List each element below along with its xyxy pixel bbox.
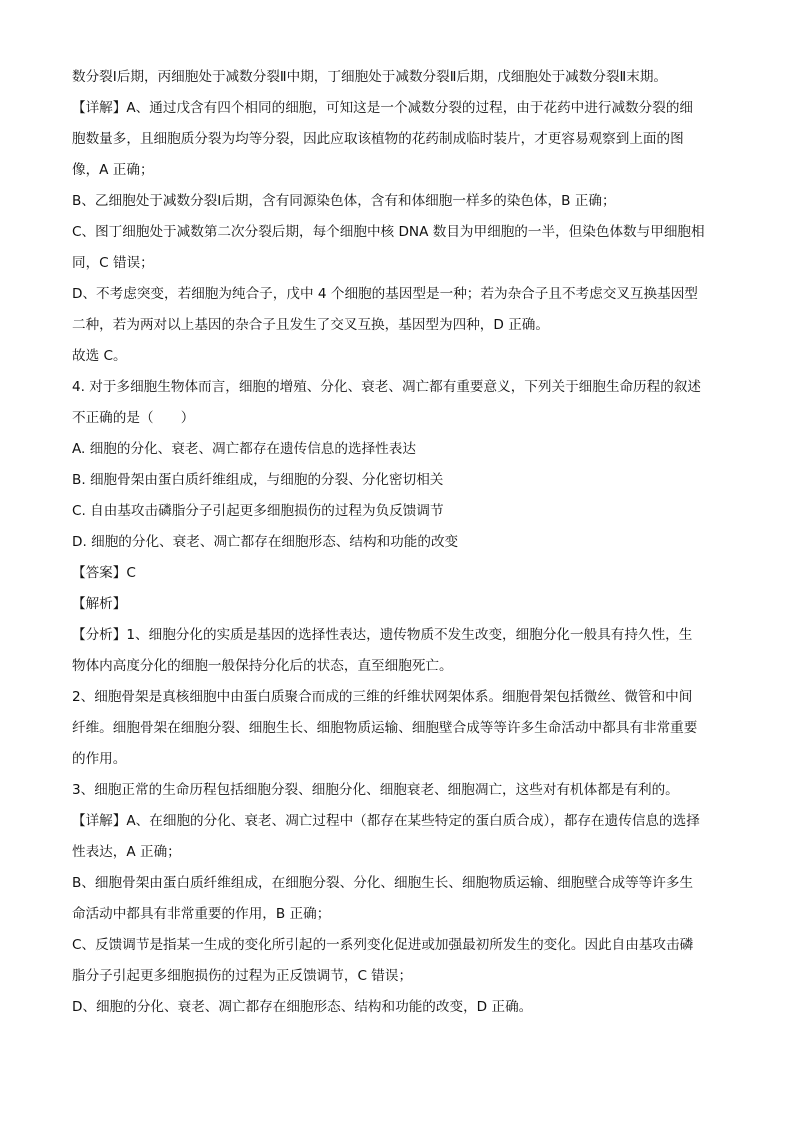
text-line: 故选 C。 bbox=[72, 348, 127, 364]
question-stem: 不正确的是（ ） bbox=[72, 410, 195, 426]
option-b: B. 细胞骨架由蛋白质纤维组成，与细胞的分裂、分化密切相关 bbox=[72, 472, 444, 488]
answer-label: 【答案】C bbox=[72, 565, 136, 581]
text-line: 命活动中都具有非常重要的作用，B 正确； bbox=[72, 906, 331, 922]
text-line: 数分裂Ⅰ后期，丙细胞处于减数分裂Ⅱ中期，丁细胞处于减数分裂Ⅱ后期，戊细胞处于减数分裂Ⅱ末期。 bbox=[72, 69, 668, 85]
text-line: 脂分子引起更多细胞损伤的过程为正反馈调节，C 错误； bbox=[72, 968, 413, 984]
text-line: 胞数量多，且细胞质分裂为均等分裂，因此应取该植物的花药制成临时装片，才更容易观察到上面的图 bbox=[72, 131, 684, 147]
option-a: A. 细胞的分化、衰老、凋亡都存在遗传信息的选择性表达 bbox=[72, 441, 416, 457]
text-line: 【详解】A、在细胞的分化、衰老、凋亡过程中（都存在某些特定的蛋白质合成），都存在遗传信息的选择 bbox=[72, 813, 700, 829]
text-line: D、不考虑突变，若细胞为纯合子，戊中 4 个细胞的基因型是一种；若为杂合子且不考虑交叉互换基因型 bbox=[72, 286, 698, 302]
text-line: 3、细胞正常的生命历程包括细胞分裂、细胞分化、细胞衰老、细胞凋亡，这些对有机体都是有利的。 bbox=[72, 782, 679, 798]
text-line: 物体内高度分化的细胞一般保持分化后的状态，直至细胞死亡。 bbox=[72, 658, 453, 674]
option-c: C. 自由基攻击磷脂分子引起更多细胞损伤的过程为负反馈调节 bbox=[72, 503, 444, 519]
text-line: 像，A 正确； bbox=[72, 162, 154, 178]
text-line: 纤维。细胞骨架在细胞分裂、细胞生长、细胞物质运输、细胞壁合成等等许多生命活动中都具有非常重要 bbox=[72, 720, 698, 736]
text-line: C、图丁细胞处于减数第二次分裂后期，每个细胞中核 DNA 数目为甲细胞的一半，但染色体数与甲细胞相 bbox=[72, 224, 705, 240]
text-line: 的作用。 bbox=[72, 751, 127, 767]
text-line: D、细胞的分化、衰老、凋亡都存在细胞形态、结构和功能的改变，D 正确。 bbox=[72, 999, 533, 1015]
text-line: 【详解】A、通过戊含有四个相同的细胞，可知这是一个减数分裂的过程，由于花药中进行减数分裂的细 bbox=[72, 100, 694, 116]
text-line: 同，C 错误； bbox=[72, 255, 154, 271]
text-line: 二种，若为两对以上基因的杂合子且发生了交叉互换，基因型为四种，D 正确。 bbox=[72, 317, 549, 333]
text-line: 【分析】1、细胞分化的实质是基因的选择性表达，遗传物质不发生改变，细胞分化一般具有持久性，生 bbox=[72, 627, 693, 643]
option-d: D. 细胞的分化、衰老、凋亡都存在细胞形态、结构和功能的改变 bbox=[72, 534, 459, 550]
text-line: B、细胞骨架由蛋白质纤维组成，在细胞分裂、分化、细胞生长、细胞物质运输、细胞壁合成等等许多生 bbox=[72, 875, 694, 891]
document-body bbox=[72, 62, 724, 1023]
analysis-heading: 【解析】 bbox=[72, 596, 127, 612]
question-stem: 4. 对于多细胞生物体而言，细胞的增殖、分化、衰老、凋亡都有重要意义，下列关于细胞生命历程的叙述 bbox=[72, 379, 702, 395]
text-line: B、乙细胞处于减数分裂Ⅰ后期，含有同源染色体，含有和体细胞一样多的染色体，B 正确； bbox=[72, 193, 616, 209]
text-line: 2、细胞骨架是真核细胞中由蛋白质聚合而成的三维的纤维状网架体系。细胞骨架包括微丝、微管和中间 bbox=[72, 689, 693, 705]
text-line: C、反馈调节是指某一生成的变化所引起的一系列变化促进或加强最初所发生的变化。因此自由基攻击磷 bbox=[72, 937, 694, 953]
text-line: 性表达，A 正确； bbox=[72, 844, 181, 860]
